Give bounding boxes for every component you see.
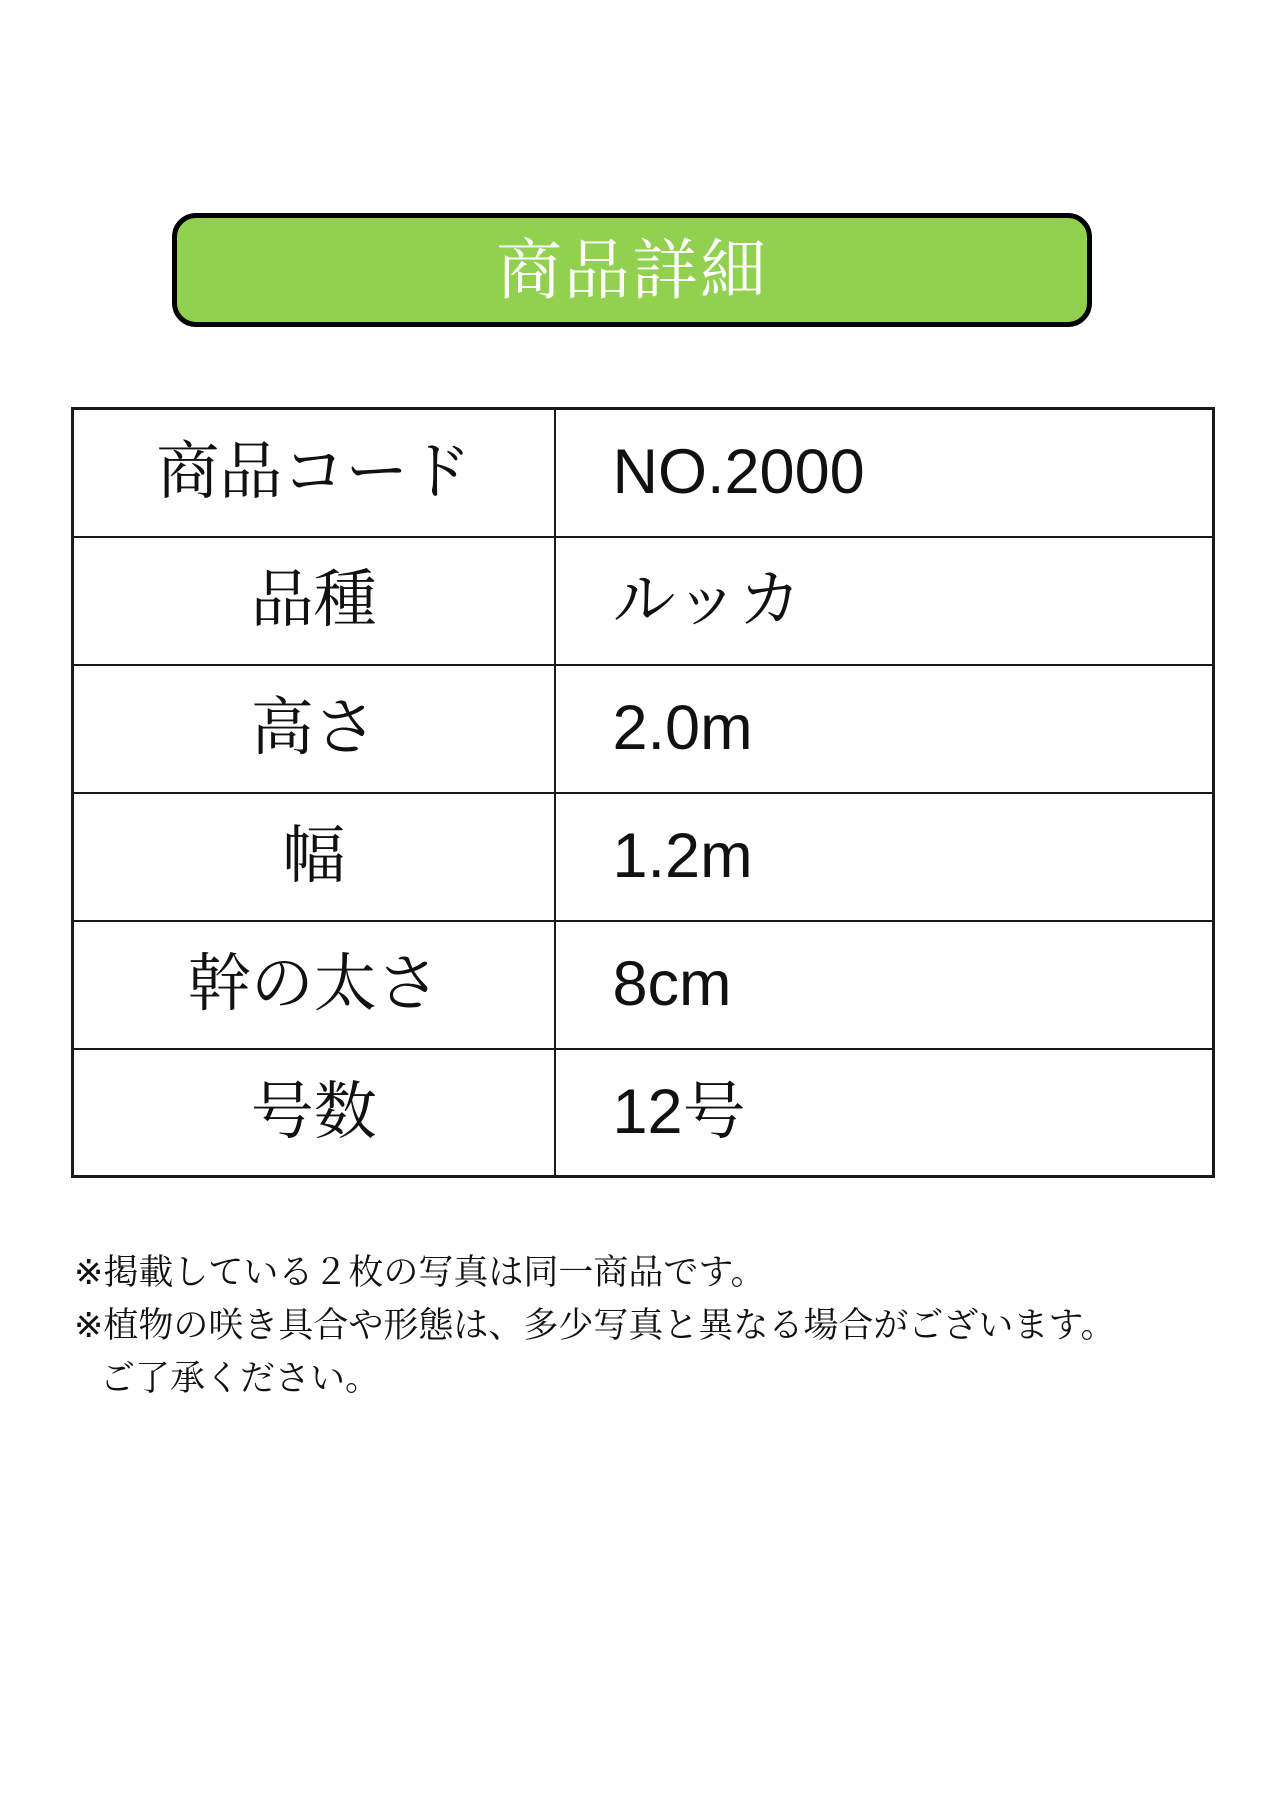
spec-label-cell: 号数: [73, 1049, 555, 1177]
spec-value-cell: 12号: [555, 1049, 1214, 1177]
spec-value-cell: NO.2000: [555, 409, 1214, 537]
product-details-banner: [172, 213, 1092, 327]
table-row: [73, 793, 1214, 921]
product-spec-table: [71, 407, 1215, 1178]
notes-section: [74, 1246, 1116, 1405]
spec-value-cell: ルッカ: [555, 537, 1214, 665]
spec-label-cell: 品種: [73, 537, 555, 665]
note-line: ※植物の咲き具合や形態は、多少写真と異なる場合がございます。: [74, 1306, 1116, 1345]
spec-value-cell: 8cm: [555, 921, 1214, 1049]
note-line: ※掲載している２枚の写真は同一商品です。: [74, 1253, 766, 1292]
table-row: [73, 409, 1214, 537]
spec-table-body: [73, 409, 1214, 1177]
banner-title: 商品詳細: [496, 233, 768, 307]
note-line: ご了承ください。: [100, 1359, 381, 1398]
spec-value-cell: 1.2m: [555, 793, 1214, 921]
table-row: [73, 1049, 1214, 1177]
table-row: [73, 665, 1214, 793]
spec-value-cell: 2.0m: [555, 665, 1214, 793]
spec-label-cell: 幹の太さ: [73, 921, 555, 1049]
spec-label-cell: 商品コード: [73, 409, 555, 537]
spec-label-cell: 幅: [73, 793, 555, 921]
table-row: [73, 537, 1214, 665]
spec-label-cell: 高さ: [73, 665, 555, 793]
table-row: [73, 921, 1214, 1049]
